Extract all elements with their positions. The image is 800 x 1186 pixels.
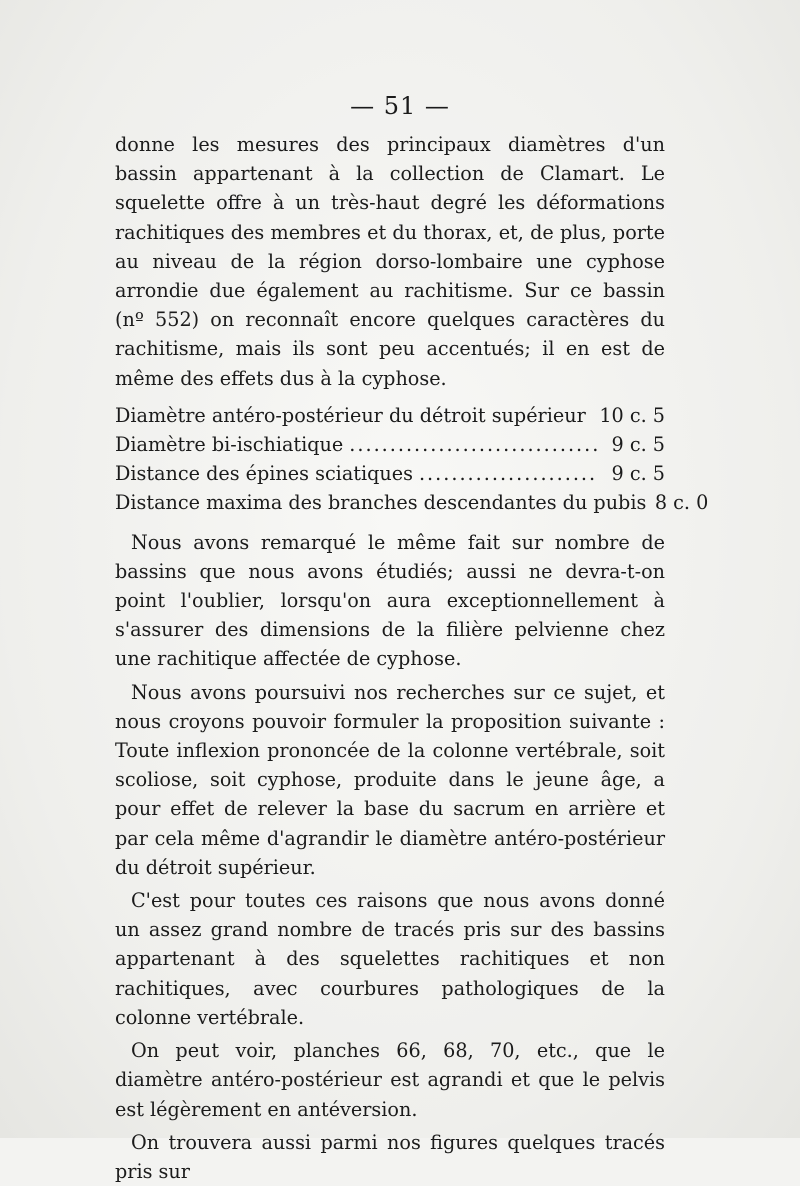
body-text: [115, 130, 709, 1186]
measurements-table: [115, 401, 709, 518]
paragraph: Nous avons poursuivi nos recherches sur ce sujet, et nous croyons pouvoir formuler la proposition suivante : Toute inflexion prononcée de la colonne vertébrale, soit scoliose, soit cyphose, produite dans le jeune âge, a pour effet de relever la base du sacrum en arrière et par cela même d'agrandir le diamètre antéro-postérieur du détroit supérieur.: [115, 680, 665, 879]
page-number: — 51 —: [350, 92, 450, 120]
measurement-row: [115, 430, 665, 459]
paragraph-continues: On trouvera aussi parmi nos figures quelques tracés pris sur: [115, 1130, 665, 1183]
leader-dots: [419, 459, 597, 488]
leader-dots: [349, 430, 597, 459]
paragraph: Nous avons remarqué le même fait sur nombre de bassins que nous avons étudiés; aussi ne devra-t-on point l'oublier, lorsqu'on aura exceptionnellement à s'assurer des dimensions de la filière pelvienne chez une rachitique affectée de cyphose.: [115, 530, 665, 671]
measurement-label: Distance des épines sciatiques: [115, 462, 413, 486]
measurement-value: 9 c. 5: [611, 433, 665, 457]
paragraph: C'est pour toutes ces raisons que nous avons donné un assez grand nombre de tracés pris sur des bassins appartenant à des squelettes rachitiques et non rachitiques, avec courbures pathologiques de la colonne vertébrale.: [115, 889, 665, 1029]
paragraph-continued: donne les mesures des principaux diamètres d'un bassin appartenant à la collection de Clamart. Le squelette offre à un très-haut degré les déformations rachitiques des membres et du thorax, et, de plus, porte au niveau de la région dorso-lombaire une cyphose arrondie due également au rachitisme. Sur ce bassin (nº 552) on reconnaît encore quelques caractères du rachitisme, mais ils sont peu accentués; il en est de même des effets dus à la cyphose.: [115, 133, 665, 390]
measurement-label: Diamètre bi-ischiatique: [115, 433, 344, 457]
measurement-value: 9 c. 5: [611, 462, 665, 486]
measurement-label: Diamètre antéro-postérieur du détroit supérieur: [115, 403, 586, 427]
measurement-row: [115, 488, 709, 517]
paragraph: On peut voir, planches 66, 68, 70, etc., que le diamètre antéro-postérieur est agrandi et que le pelvis est légèrement en antéversion.: [115, 1039, 665, 1121]
measurement-value: 10 c. 5: [599, 403, 665, 427]
measurement-value: 8 c. 0: [654, 491, 709, 515]
leader-dots: [592, 401, 594, 430]
measurement-row: [115, 401, 665, 430]
measurement-row: [115, 459, 665, 488]
measurement-label: Distance maxima des branches descendantes du pubis: [115, 491, 647, 515]
